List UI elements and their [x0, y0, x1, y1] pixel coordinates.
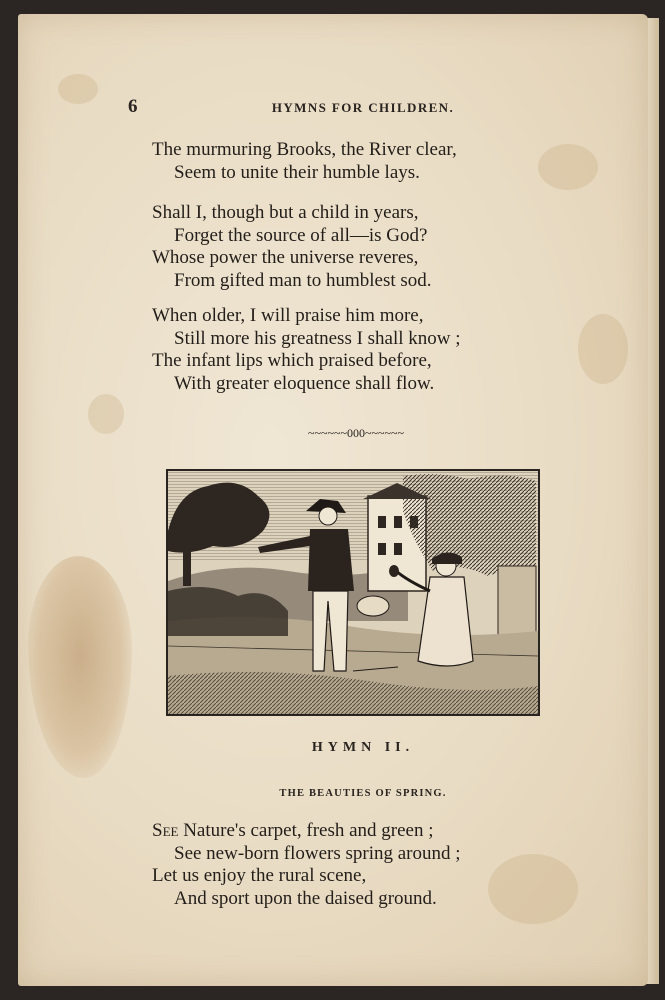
stanza-1 — [152, 139, 532, 184]
hymn-title: THE BEAUTIES OF SPRING. — [279, 788, 447, 799]
section-ornament: ~~~~~~000~~~~~~ — [308, 426, 404, 440]
page-number: 6 — [128, 96, 138, 117]
stanza-3 — [152, 305, 532, 395]
verse-line: With greater eloquence shall flow. — [174, 372, 435, 394]
running-head: HYMNS FOR CHILDREN. — [271, 100, 455, 115]
verse-line: When older, I will praise him more, — [152, 305, 424, 326]
verse-line-rest: Nature's carpet, fresh and green ; — [183, 820, 434, 841]
foxing-spot — [578, 314, 628, 384]
foxing-spot — [58, 74, 98, 104]
woodcut-illustration — [166, 469, 540, 716]
verse-line: From gifted man to humblest sod. — [174, 269, 432, 291]
verse-line: Let us enjoy the rural scene, — [152, 865, 367, 886]
foxing-spot — [88, 394, 124, 434]
verse-line: Still more his greatness I shall know ; — [174, 327, 461, 349]
foxing-spot — [538, 144, 598, 190]
hymn-stanza — [152, 820, 532, 910]
verse-line — [152, 820, 532, 843]
hymn-number: HYMN II. — [311, 740, 415, 755]
verse-line: Whose power the universe reveres, — [152, 247, 419, 268]
verse-line: See new-born flowers spring around ; — [174, 842, 461, 864]
verse-line: The murmuring Brooks, the River clear, — [152, 139, 457, 160]
verse-line: Forget the source of all—is God? — [174, 224, 428, 246]
verse-line: Shall I, though but a child in years, — [152, 202, 419, 223]
woodcut-scene — [168, 471, 538, 714]
verse-line: Seem to unite their humble lays. — [174, 161, 420, 183]
verse-line: The infant lips which praised before, — [152, 350, 432, 371]
verse-line: And sport upon the daised ground. — [174, 887, 437, 909]
opening-word: See — [152, 820, 179, 841]
stanza-2 — [152, 202, 532, 292]
